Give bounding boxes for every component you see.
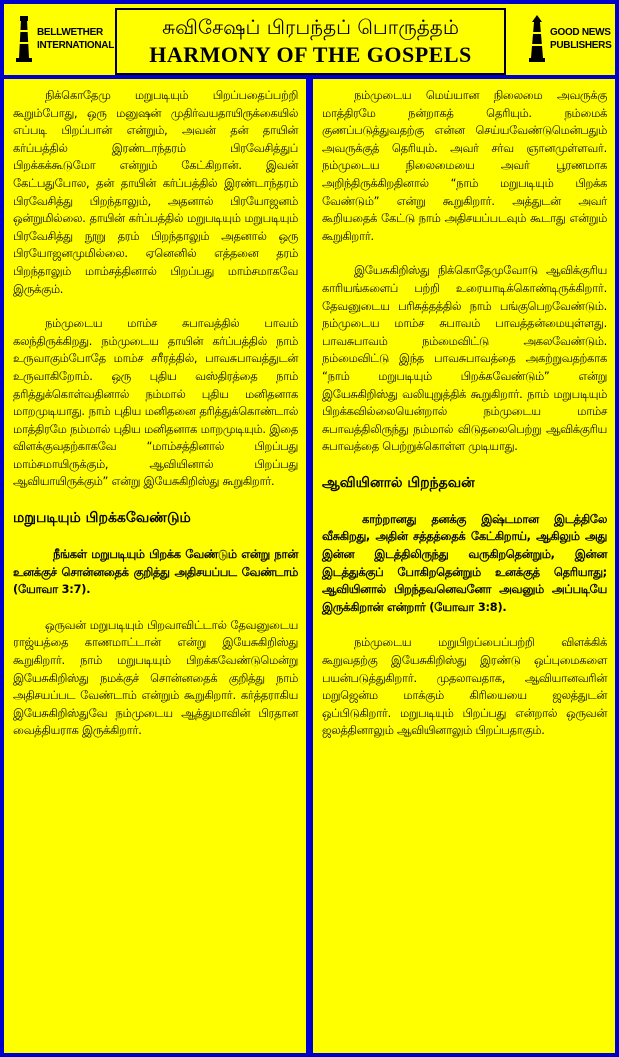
lighthouse-icon <box>527 14 547 64</box>
title-box <box>115 8 506 75</box>
page-header <box>4 4 615 75</box>
left-logo-line1: BELLWETHER <box>37 27 103 38</box>
scripture-verse: காற்றானது தனக்கு இஷ்டமான இடத்திலே வீசுகிறது, அதின் சத்தத்தைக் கேட்கிறாய், ஆகிலும் அது இன்ன இடத்திலிருந்து வருகிறதென்றும், இன்ன இடத்துக்குப் போகிறதென்றும் உனக்குத் தெரியாது; ஆவியினால் பிறந்தவனெவனோ அவனும் அப்படியே இருக்கிறான் என்றார் (யோவா 3:8). <box>322 512 607 614</box>
section-heading: ஆவியினால் பிறந்தவன் <box>322 474 475 491</box>
right-paragraph-2: இயேசுகிறிஸ்து நிக்கொதேமுவோடு ஆவிக்குரிய காரியங்களைப் பற்றி உரையாடிக்கொண்டிருக்கிறார். தேவனுடைய பரிசுத்தத்தில் நாம் பங்குபெறவேண்டும். நம்முடைய மாம்ச சுபாவம் பாவத்தன்மையுள்ளது. பாவசுபாவம் நம்மைவிட்டு அகலவேண்டும். நம்மைவிட்டு இந்த பாவசுபாவத்தை அகற்றுவதற்காக “நாம் மறுபடியும் பிறக்கவேண்டும்” என்று இயேசுகிறிஸ்து வலியுறுத்திக் கூறுகிறார். நாம் மறுபடியும் பிறக்கவில்லையென்றால் நம்முடைய மாம்ச சுபாவத்திலிருந்து நம்மால் விடுதலைபெற்று ஆவிக்குரிய சுபாவத்தை பெற்றுக்கொள்ள முடியாது. <box>322 264 607 454</box>
left-column <box>4 79 306 1053</box>
right-paragraph-1: நம்முடைய மெய்யான நிலைமை அவருக்கு மாத்திரமே நன்றாகத் தெரியும். நம்மைக் குணப்படுத்துவதற்கு என்ன செய்யவேண்டுமென்பதும் அவருக்குத் தெரியும். அவர் சர்வ ஞானமுள்ளவர். நம்முடைய நிலைமையை அவர் பூரணமாக அறிந்திருக்கிறதினால் “நாம் மறுபடியும் பிறக்க வேண்டும்” என்று கூறுகிறார். அத்துடன் அவர் கூறியதைக் கேட்டு நாம் அதிசயப்படவும் கூடாது என்றும் கூறுகிறார். <box>322 89 607 243</box>
scripture-verse: நீங்கள் மறுபடியும் பிறக்க வேண்டும் என்று நான் உனக்குச் சொன்னதைக் குறித்து அதிசயப்பட வேண்டாம் (யோவா 3:7). <box>13 548 298 597</box>
bellwether-logo <box>14 10 115 68</box>
right-logo-line2: PUBLISHERS <box>550 40 612 51</box>
good-news-logo <box>527 10 612 68</box>
right-paragraph-3: நம்முடைய மறுபிறப்பைப்பற்றி விளக்கிக் கூறுவதற்கு இயேசுகிறிஸ்து இரண்டு ஒப்புமைகளை பயன்படுத்துகிறார். முதலாவதாக, ஆவியானவரின் மறுஜென்ம மாக்கும் கிரியையை ஜலத்துடன் ஒப்பிடுகிறார். மறுபடியும் பிறப்பது என்றால் ஒருவன் ஜலத்தினாலும் ஆவியினாலும் பிறப்பதாகும். <box>322 636 607 738</box>
right-logo-line1: GOOD NEWS <box>550 27 611 38</box>
lighthouse-icon <box>14 14 34 64</box>
left-logo-line2: INTERNATIONAL <box>37 40 115 51</box>
left-paragraph-2: நம்முடைய மாம்ச சுபாவத்தில் பாவம் கலந்திருக்கிறது. நம்முடைய தாயின் கர்ப்பத்தில் நாம் உருவாகும்போதே மாம்ச சரீரத்தில், பாவசுபாவத்துடன் உருவாகிறோம். ஒரு புதிய வஸ்திரத்தை நாம் தரித்துக்கொள்வதினால் நம்மால் புதிய மனிதனாக மாறமுடியாது. நாம் புதிய மனிதனை தரித்துக்கொண்டால் மாத்திரமே நம்மால் புதிய மனிதனாக மாறமுடியும். இதை விளக்குவதற்காகவே “மாம்சத்தினால் பிறப்பது மாம்சமாயிருக்கும், ஆவியினால் பிறப்பது ஆவியாயிருக்கும்” என்று இயேசுகிறிஸ்து கூறுகிறார். <box>13 317 298 489</box>
section-heading: மறுபடியும் பிறக்கவேண்டும் <box>13 510 191 527</box>
title-tamil: சுவிசேஷப் பிரபந்தப் பொருத்தம் <box>162 15 459 39</box>
left-paragraph-1: நிக்கொதேமு மறுபடியும் பிறப்பதைப்பற்றி கூறும்போது, ஒரு மனுஷன் முதிர்வயதாயிருக்கையில் எப்படி பிறப்பான் என்றும், அவன் தன் தாயின் கர்ப்பத்தில் இரண்டாந்தரம் பிரவேசித்துப் பிறக்கக்கூடுமோ என்றும் கேட்கிறான். இவன் கேட்பதுபோல, தன் தாயின் கர்ப்பத்தில் இரண்டாந்தரம் பிரவேசித்து பிறந்தாலும், அதனால் பிரயோஜனம் ஒன்றுமில்லை. தாயின் கர்ப்பத்தில் மறுபடியும் மறுபடியும் பிரவேசித்து நூறு தரம் பிறந்தாலும் அதனால் ஒரு பிரயோஜனமுமில்லை. ஏனெனில் எத்தனை தரம் பிறந்தாலும் மாம்சத்தினால் பிறப்பது மாம்சமாகவே இருக்கும். <box>13 89 298 296</box>
left-paragraph-3: ஒருவன் மறுபடியும் பிறவாவிட்டால் தேவனுடைய ராஜ்யத்தை காணமாட்டான் என்று இயேசுகிறிஸ்து கூறுகிறார். நாம் மறுபடியும் பிறக்கவேண்டுமென்று இயேசுகிறிஸ்து நமக்குச் சொன்னதைக் குறித்து நாம் அதிசயப்பட வேண்டாம் என்றும் கூறுகிறார். கர்த்தராகிய இயேசுகிறிஸ்துவே நம்முடைய ஆத்துமாவின் பிரதான வைத்தியராக இருக்கிறார். <box>13 618 298 738</box>
title-english: HARMONY OF THE GOSPELS <box>149 42 472 67</box>
right-column <box>313 79 615 1053</box>
